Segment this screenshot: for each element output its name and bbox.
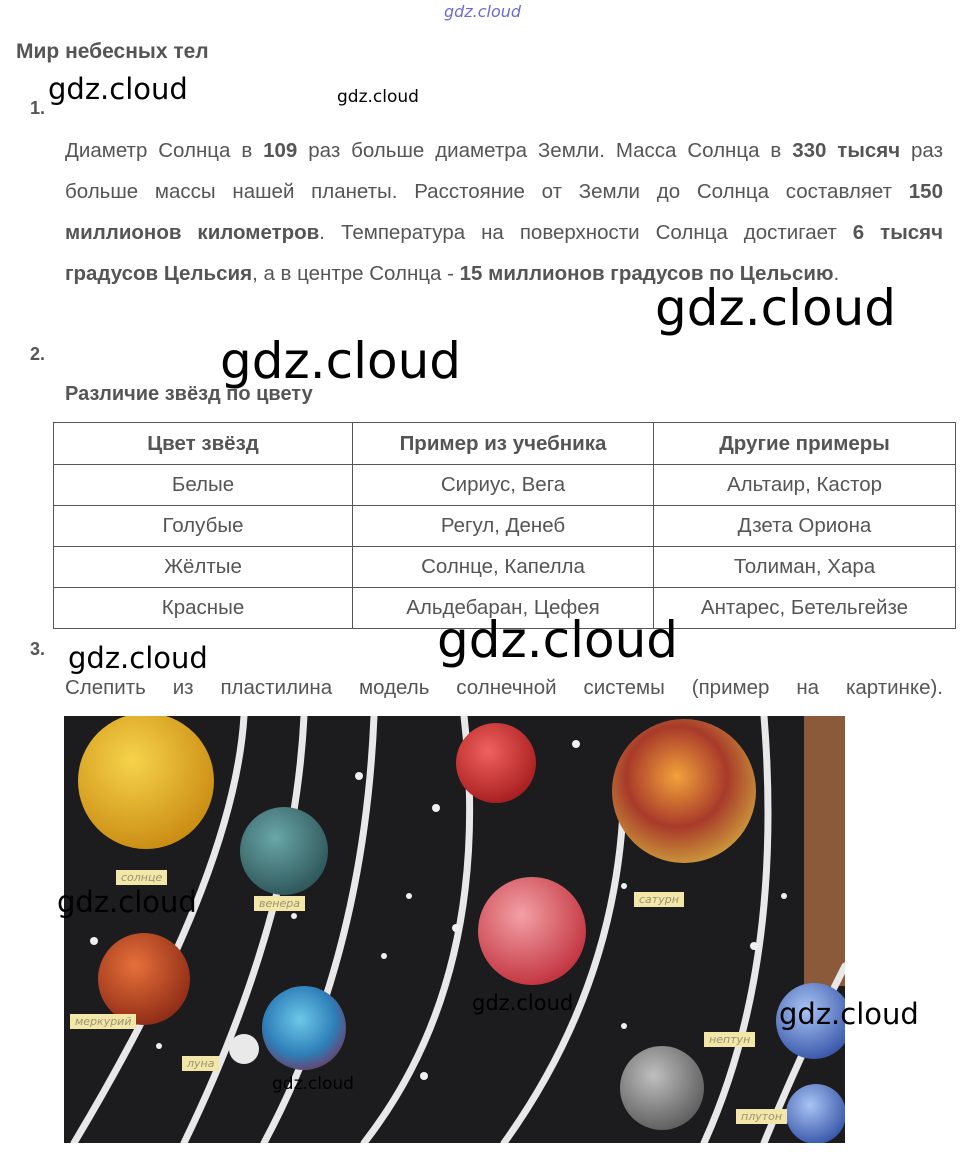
uranus-model — [620, 1046, 704, 1130]
watermark: gdz.cloud — [472, 991, 574, 1015]
watermark: gdz.cloud — [337, 87, 419, 107]
photo-label: венера — [254, 896, 305, 911]
table-cell: Альтаир, Кастор — [654, 465, 956, 506]
photo-label: нептун — [704, 1032, 755, 1047]
solar-system-photo — [64, 716, 845, 1143]
table-cell: Толиман, Хара — [654, 547, 956, 588]
task-number-3: 3. — [30, 639, 46, 659]
sun-model — [78, 716, 214, 849]
jupiter-model — [478, 877, 586, 985]
table-cell: Жёлтые — [54, 547, 353, 588]
table-cell: Антарес, Бетельгейзе — [654, 588, 956, 629]
table-cell: Белые — [54, 465, 353, 506]
photo-label: луна — [182, 1056, 219, 1071]
watermark: gdz.cloud — [655, 279, 897, 337]
table-cell: Сириус, Вега — [353, 465, 654, 506]
watermark: gdz.cloud — [272, 1074, 354, 1094]
task-number-2: 2. — [30, 344, 46, 364]
table-cell: Дзета Ориона — [654, 506, 956, 547]
table-header-cell: Пример из учебника — [353, 423, 654, 465]
table-header-cell: Другие примеры — [654, 423, 956, 465]
mars-model — [456, 723, 536, 803]
photo-label: меркурий — [70, 1014, 136, 1029]
photo-label: плутон — [736, 1109, 787, 1124]
mercury-model — [98, 933, 190, 1025]
watermark: gdz.cloud — [779, 997, 919, 1031]
table-row — [54, 547, 956, 588]
table-cell: Регул, Денеб — [353, 506, 654, 547]
table-cell: Красные — [54, 588, 353, 629]
table-cell: Солнце, Капелла — [353, 547, 654, 588]
photo-label: солнце — [116, 870, 167, 885]
task1-paragraph: Диаметр Солнца в 109 раз больше диаметра Земли. Масса Солнца в 330 тысяч раз больше массы нашей планеты. Расстояние от Земли до Солнца составляет 150 миллионов километров. Температура на поверхности Солнца достигает 6 тысяч градусов Цельсия, а в центре Солнца - 15 миллионов градусов по Цельсию. — [65, 139, 943, 285]
pluto-model — [786, 1084, 845, 1143]
task3-text: Слепить из пластилина модель солнечной системы (пример на картинке). — [65, 676, 943, 699]
star-color-table — [53, 422, 956, 629]
table-cell: Голубые — [54, 506, 353, 547]
top-watermark: gdz.cloud — [443, 2, 522, 21]
saturn-model — [612, 719, 756, 863]
watermark: gdz.cloud — [68, 641, 208, 675]
earth-model — [262, 986, 346, 1070]
venus-model — [240, 807, 328, 895]
watermark: gdz.cloud — [57, 885, 197, 919]
table-header-row — [54, 423, 956, 465]
watermark: gdz.cloud — [220, 332, 462, 390]
page-title: Мир небесных тел — [16, 40, 209, 63]
table-subtitle: Различие звёзд по цвету — [65, 383, 313, 405]
table-row — [54, 465, 956, 506]
watermark: gdz.cloud — [437, 611, 679, 669]
table-cell: Альдебаран, Цефея — [353, 588, 654, 629]
watermark: gdz.cloud — [48, 72, 188, 106]
moon-model — [229, 1034, 259, 1064]
solar-system-photo-drawing — [64, 716, 845, 1143]
task-number-1: 1. — [30, 98, 46, 118]
photo-label: сатурн — [634, 892, 684, 907]
table-header-cell: Цвет звёзд — [54, 423, 353, 465]
table-row — [54, 506, 956, 547]
